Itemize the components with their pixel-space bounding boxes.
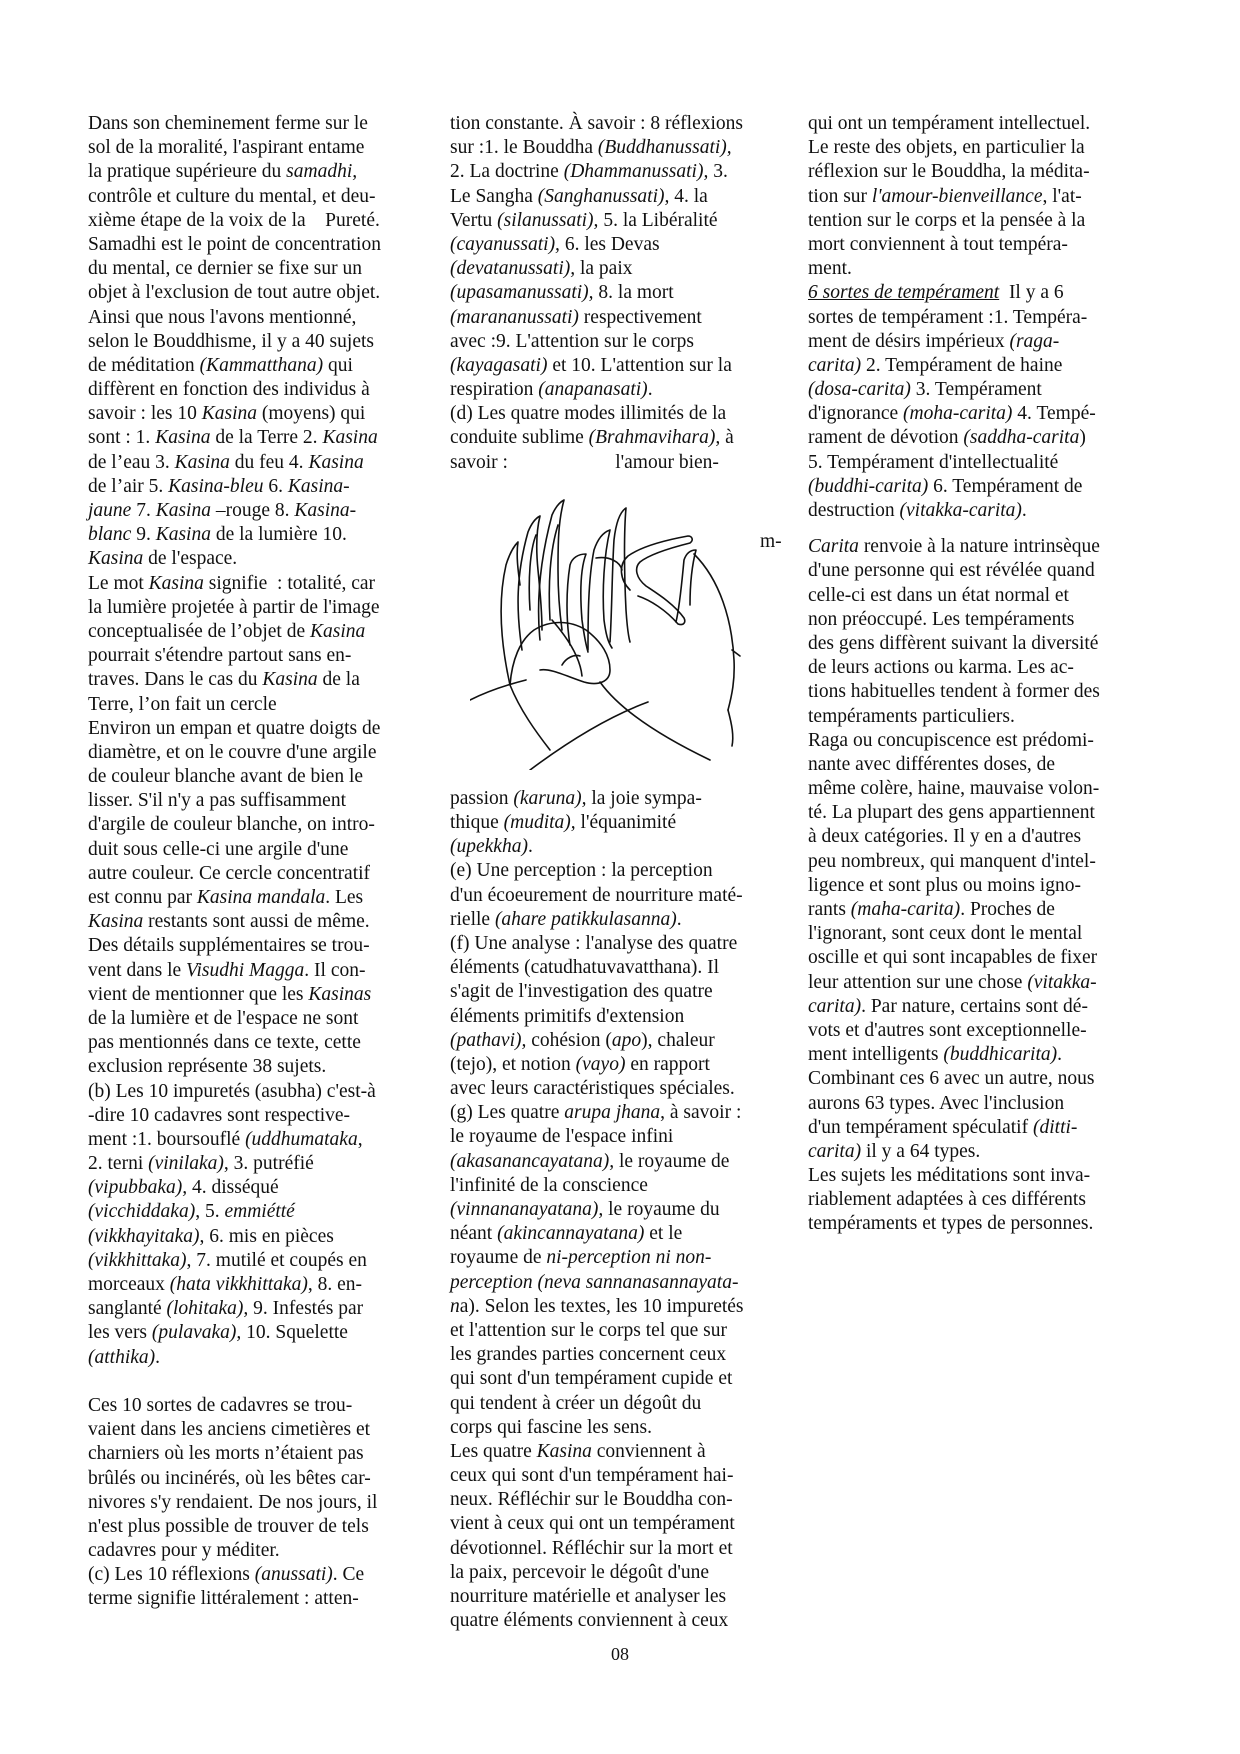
text-line: Samadhi est le point de concentration: [88, 233, 381, 255]
text-line: Des détails supplémentaires se trou-: [88, 935, 370, 957]
text-line: Carita renvoie à la nature intrinsèque: [808, 536, 1100, 558]
text-line: s'agit de l'investigation des quatre: [450, 981, 713, 1003]
text-line: d'argile de couleur blanche, on intro-: [88, 814, 375, 836]
text-line: l'ignorant, sont ceux dont le mental: [808, 923, 1083, 945]
text-line: respiration (anapanasati).: [450, 379, 653, 401]
text-line: la lumière projetée à partir de l'image: [88, 596, 380, 618]
text-line: duit sous celle-ci une argile d'une: [88, 838, 349, 860]
text-line: neux. Réfléchir sur le Bouddha con-: [450, 1489, 733, 1511]
text-line: nante avec différentes doses, de: [808, 753, 1056, 775]
text-line: cadavres pour y méditer.: [88, 1540, 280, 1562]
text-line: -dire 10 cadavres sont respective-: [88, 1104, 351, 1126]
text-line: néant (akincannayatana) et le: [450, 1223, 683, 1245]
text-line: (c) Les 10 réflexions (anussati). Ce: [88, 1564, 365, 1586]
text-line: morceaux (hata vikkhittaka), 8. en-: [88, 1274, 362, 1295]
text-line: oscille et qui sont incapables de fixer: [808, 947, 1098, 969]
text-line: les vers (pulavaka), 10. Squelette: [88, 1322, 348, 1344]
text-line: Dans son cheminement ferme sur le: [88, 113, 368, 134]
text-line: ment :1. boursouflé (uddhumataka,: [88, 1128, 363, 1150]
text-line: terme signifie littéralement : atten-: [88, 1588, 359, 1610]
text-line: tempéraments particuliers.: [808, 705, 1015, 727]
text-line: réflexion sur le Bouddha, la médita-: [808, 161, 1090, 183]
text-line: d'ignorance (moha-carita) 4. Tempé-: [808, 403, 1096, 425]
text-line: (akasanancayatana), le royaume de: [450, 1150, 730, 1172]
text-line: de couleur blanche avant de bien le: [88, 766, 364, 788]
text-column-1: [88, 112, 428, 1612]
text-line: (tejo), et notion (vayo) en rapport: [450, 1053, 710, 1075]
text-line: d'un écoeurement de nourriture maté-: [450, 884, 743, 906]
text-line: quatre éléments conviennent à ceux: [450, 1610, 729, 1632]
text-line: de la lumière et de l'espace ne sont: [88, 1007, 359, 1029]
text-line: (pathavi), cohésion (apo), chaleur: [450, 1029, 715, 1051]
text-line: Combinant ces 6 avec un autre, nous: [808, 1068, 1095, 1090]
text-line: (marananussati) respectivement: [450, 306, 702, 328]
text-line: vient à ceux qui ont un tempérament: [450, 1513, 735, 1535]
text-column-3-part-a: [808, 112, 1168, 523]
text-line: (vipubbaka), 4. disséqué: [88, 1177, 279, 1199]
text-line: (upekkha).: [450, 836, 533, 858]
text-line: aurons 63 types. Avec l'inclusion: [808, 1092, 1065, 1114]
text-line: à deux catégories. Il y en a d'autres: [808, 826, 1082, 848]
text-line: té. La plupart des gens appartiennent: [808, 802, 1095, 824]
text-line: Le Sangha (Sanghanussati), 4. la: [450, 185, 708, 207]
text-line: savoir : les 10 Kasina (moyens) qui: [88, 403, 366, 425]
text-line: Le reste des objets, en particulier la: [808, 137, 1085, 159]
text-line: jaune 7. Kasina –rouge 8. Kasina-: [88, 500, 357, 521]
text-line: (d) Les quatre modes illimités de la: [450, 403, 727, 425]
text-line: sur :1. le Bouddha (Buddhanussati),: [450, 137, 732, 159]
text-line: qui sont d'un tempérament cupide et: [450, 1368, 733, 1390]
text-line: (f) Une analyse : l'analyse des quatre: [450, 932, 738, 954]
text-line: 2. terni (vinilaka), 3. putréfié: [88, 1153, 314, 1175]
text-line: tions habituelles tendent à former des: [808, 681, 1100, 703]
text-line: tention sur le corps et la pensée à la: [808, 209, 1086, 231]
text-line: Les quatre Kasina conviennent à: [450, 1440, 706, 1462]
text-line: dévotionnel. Réfléchir sur la mort et: [450, 1537, 733, 1559]
text-column-2-bottom: [450, 787, 800, 1634]
text-line: peu nombreux, qui manquent d'intel-: [808, 850, 1096, 872]
text-line: destruction (vitakka-carita).: [808, 500, 1027, 521]
text-line: celle-ci est dans un état normal et: [808, 584, 1069, 606]
text-line: mort conviennent à tout tempéra-: [808, 233, 1068, 255]
text-line: carita) 2. Tempérament de haine: [808, 354, 1063, 376]
text-line: exclusion représente 38 sujets.: [88, 1056, 327, 1078]
text-line: thique (mudita), l'équanimité: [450, 812, 677, 833]
text-column-3-part-b: [808, 535, 1168, 1236]
text-line: sol de la moralité, l'aspirant entame: [88, 137, 365, 159]
text-line: d'un tempérament spéculatif (ditti-: [808, 1116, 1078, 1138]
text-line: nivores s'y rendaient. De nos jours, il: [88, 1491, 378, 1513]
text-line: autre couleur. Ce cercle concentratif: [88, 862, 371, 884]
text-line: Le mot Kasina signifie : totalité, car: [88, 572, 376, 594]
paragraph-gap: [88, 1370, 428, 1394]
text-line: contrôle et culture du mental, et deu-: [88, 185, 376, 207]
page-number: 08: [611, 1644, 629, 1664]
text-line: brûlés ou incinérés, où les bêtes car-: [88, 1467, 371, 1489]
text-line: rielle (ahare patikkulasanna).: [450, 908, 682, 930]
text-line: tion constante. À savoir : 8 réflexions: [450, 113, 743, 134]
text-line: ceux qui sont d'un tempérament hai-: [450, 1465, 734, 1487]
text-line: des gens diffèrent suivant la diversité: [808, 632, 1099, 654]
text-line: (upasamanussati), 8. la mort: [450, 282, 674, 304]
text-line: non préoccupé. Les tempéraments: [808, 608, 1075, 630]
text-line: 6 sortes de tempérament Il y a 6: [808, 282, 1064, 304]
text-line: (g) Les quatre arupa jhana, à savoir :: [450, 1102, 742, 1124]
text-line: selon le Bouddhisme, il y a 40 sujets: [88, 330, 374, 352]
text-line: même colère, haine, mauvaise volon-: [808, 778, 1100, 800]
text-line: n'est plus possible de trouver de tels: [88, 1515, 369, 1537]
paragraph-gap: [808, 523, 1168, 535]
text-line: de l’air 5. Kasina-bleu 6. Kasina-: [88, 475, 350, 497]
text-line: vient de mentionner que les Kasinas: [88, 983, 372, 1005]
text-line: les grandes parties concernent ceux: [450, 1344, 727, 1366]
text-line: l'infinité de la conscience: [450, 1174, 648, 1196]
text-line: rants (maha-carita). Proches de: [808, 899, 1055, 920]
text-line: éléments primitifs d'extension: [450, 1005, 685, 1027]
text-line: (atthika).: [88, 1346, 161, 1368]
text-line: de leurs actions ou karma. Les ac-: [808, 657, 1074, 679]
text-line: ment.: [808, 258, 852, 280]
text-line: (buddhi-carita) 6. Tempérament de: [808, 475, 1083, 497]
text-line: nourriture matérielle et analyser les: [450, 1586, 727, 1607]
text-line: et l'attention sur le corps tel que sur: [450, 1319, 727, 1341]
text-line: royaume de ni-perception ni non-: [450, 1247, 712, 1269]
text-line: pas mentionnés dans ce texte, cette: [88, 1032, 361, 1054]
text-line: corps qui fascine les sens.: [450, 1416, 652, 1438]
text-line: est connu par Kasina mandala. Les: [88, 887, 364, 908]
text-line: ment intelligents (buddhicarita).: [808, 1044, 1063, 1066]
text-line: vaient dans les anciens cimetières et: [88, 1419, 371, 1441]
text-line: Les sujets les méditations sont inva-: [808, 1165, 1091, 1187]
text-line: (dosa-carita) 3. Tempérament: [808, 379, 1042, 401]
text-line: qui tendent à créer un dégoût du: [450, 1392, 702, 1414]
hands-mudra-icon: [470, 470, 770, 770]
text-line: d'une personne qui est révélée quand: [808, 560, 1095, 582]
text-line: carita). Par nature, certains sont dé-: [808, 995, 1088, 1017]
text-line: (devatanussati), la paix: [450, 258, 633, 280]
text-column-2-top: [450, 112, 800, 475]
text-line: tempéraments et types de personnes.: [808, 1213, 1094, 1235]
text-line: (e) Une perception : la perception: [450, 860, 713, 882]
text-line: (b) Les 10 impuretés (asubha) c'est-à: [88, 1080, 376, 1102]
text-line: avec leurs caractéristiques spéciales.: [450, 1078, 735, 1100]
text-line: (vicchiddaka), 5. emmiétté: [88, 1201, 295, 1223]
text-line: vots et d'autres sont exceptionnelle-: [808, 1019, 1087, 1041]
text-line: du mental, ce dernier se fixe sur un: [88, 258, 362, 280]
text-line: Terre, l’on fait un cercle: [88, 693, 277, 715]
text-line: charniers où les morts n’étaient pas: [88, 1443, 364, 1465]
text-line: tion sur l'amour-bienveillance, l'at-: [808, 185, 1082, 207]
text-line: le royaume de l'espace infini: [450, 1126, 674, 1148]
text-line: 5. Tempérament d'intellectualité: [808, 451, 1059, 473]
text-line: Ainsi que nous l'avons mentionné,: [88, 306, 357, 328]
text-column-3: [808, 112, 1168, 1237]
text-line: qui ont un tempérament intellectuel.: [808, 113, 1091, 134]
text-line: éléments (catudhatuvavatthana). Il: [450, 957, 720, 979]
text-line: Raga ou concupiscence est prédomi-: [808, 729, 1094, 751]
text-line: objet à l'exclusion de tout autre objet.: [88, 282, 381, 304]
text-line: leur attention sur une chose (vitakka-: [808, 971, 1097, 993]
text-column-2: [450, 112, 800, 1633]
text-line: diamètre, et on le couvre d'une argile: [88, 741, 377, 763]
text-line: Environ un empan et quatre doigts de: [88, 717, 381, 739]
text-line: Vertu (silanussati), 5. la Libéralité: [450, 209, 718, 231]
text-line: (vikkhayitaka), 6. mis en pièces: [88, 1225, 334, 1247]
text-line: vent dans le Visudhi Magga. Il con-: [88, 959, 366, 981]
text-line: savoir : l'amour bien-: [450, 451, 719, 473]
text-line: sanglanté (lohitaka), 9. Infestés par: [88, 1298, 364, 1320]
text-line: carita) il y a 64 types.: [808, 1140, 981, 1162]
text-line: traves. Dans le cas du Kasina de la: [88, 669, 360, 691]
text-line: xième étape de la voix de la Pureté.: [88, 209, 380, 231]
text-line: perception (neva sannanasannayata-: [450, 1271, 739, 1293]
text-line: Kasina restants sont aussi de même.: [88, 911, 370, 933]
text-line: la paix, percevoir le dégoût d'une: [450, 1561, 710, 1583]
text-line: riablement adaptées à ces différents: [808, 1189, 1086, 1211]
text-line: Ces 10 sortes de cadavres se trou-: [88, 1394, 353, 1416]
text-line: (cayanussati), 6. les Devas: [450, 233, 660, 255]
figure-wrap-fragment: m-: [760, 531, 782, 552]
text-line: de méditation (Kammatthana) qui: [88, 354, 353, 376]
text-line: (kayagasati) et 10. L'attention sur la: [450, 354, 732, 376]
text-line: conceptualisée de l’objet de Kasina: [88, 620, 366, 642]
text-line: diffèrent en fonction des individus à: [88, 379, 370, 401]
text-line: na). Selon les textes, les 10 impuretés: [450, 1295, 744, 1317]
text-line: ligence et sont plus ou moins igno-: [808, 874, 1081, 896]
text-line: blanc 9. Kasina de la lumière 10.: [88, 524, 347, 546]
text-line: 2. La doctrine (Dhammanussati), 3.: [450, 161, 728, 183]
text-line: sortes de tempérament :1. Tempéra-: [808, 306, 1088, 328]
text-line: Kasina de l'espace.: [88, 548, 238, 570]
text-line: sont : 1. Kasina de la Terre 2. Kasina: [88, 427, 378, 449]
text-line: ment de désirs impérieux (raga-: [808, 330, 1060, 352]
text-line: lisser. S'il n'y a pas suffisamment: [88, 790, 346, 812]
text-line: avec :9. L'attention sur le corps: [450, 330, 694, 352]
text-line: pourrait s'étendre partout sans en-: [88, 645, 352, 667]
text-line: rament de dévotion (saddha-carita): [808, 427, 1086, 449]
text-line: la pratique supérieure du samadhi,: [88, 161, 358, 183]
text-line: (vikkhittaka), 7. mutilé et coupés en: [88, 1249, 367, 1271]
text-line: (vinnananayatana), le royaume du: [450, 1199, 720, 1220]
text-line: de l’eau 3. Kasina du feu 4. Kasina: [88, 451, 364, 473]
text-line: conduite sublime (Brahmavihara), à: [450, 427, 734, 449]
text-line: passion (karuna), la joie sympa-: [450, 787, 702, 809]
